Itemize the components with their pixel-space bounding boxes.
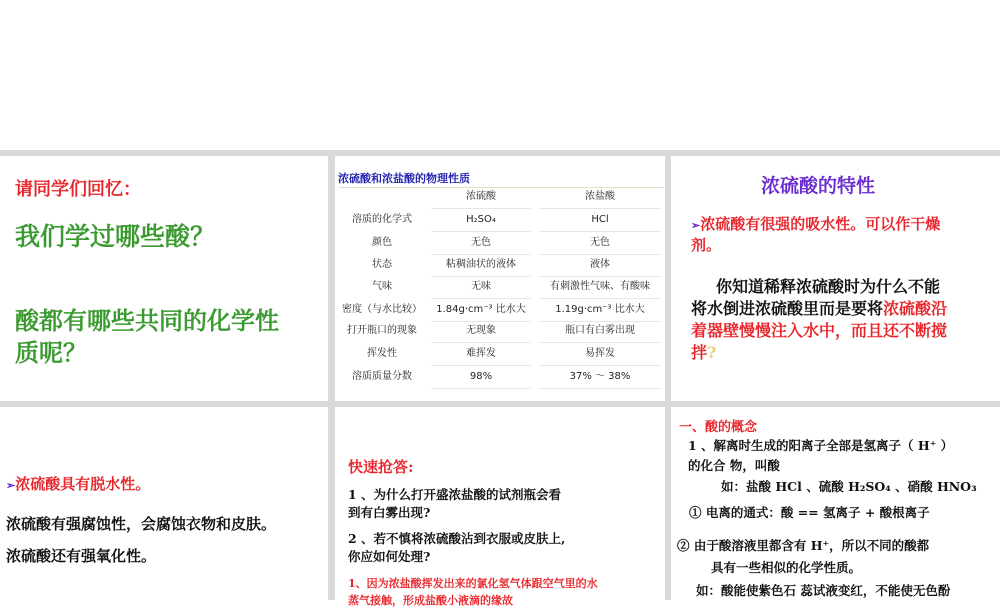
question2-line1: 2 、若不慎将浓硫酸沾到衣服或皮肤上, [348, 531, 566, 546]
slide-recall-acids[interactable] [0, 156, 328, 401]
question2-line2: 你应如何处理? [348, 549, 431, 564]
row-label: 状态 [372, 259, 392, 270]
table-row [339, 276, 661, 298]
hygroscopic-bullet-cont: 剂。 [691, 236, 722, 254]
question1-line1: 1 、为什么打开盛浓盐酸的试剂瓶会看 [348, 487, 562, 502]
row-label: 颜色 [372, 237, 392, 248]
sulfuric-value: 无色 [431, 232, 531, 255]
common-property-reason-line2: 具有一些相似的化学性质。 [711, 560, 862, 575]
sulfuric-value: 粘稠油状的液体 [431, 254, 531, 277]
dilution-question-line4 [691, 340, 716, 363]
corrosive-statement: 浓硫酸有强腐蚀性，会腐蚀衣物和皮肤。 [6, 515, 277, 533]
definition-line2: 的化合 物，叫酸 [688, 458, 780, 473]
dilution-highlight: 浓硫酸沿 [883, 299, 948, 318]
question-mark: ? [707, 343, 717, 362]
hydrochloric-value: HCl [539, 209, 661, 232]
table-row [339, 232, 661, 254]
dilution-question-line3: 着器壁慢慢注入水中，而且还不断搅 [691, 321, 948, 340]
slide-physical-properties-table[interactable] [335, 156, 665, 401]
slide-sulfuric-acid-properties[interactable] [671, 156, 1000, 401]
slide-quick-answer[interactable] [335, 407, 665, 607]
indicator-example: 如：酸能使紫色石 蕊试液变红，不能使无色酚 [696, 583, 951, 598]
answer1-line2: 蒸气接触，形成盐酸小液滴的缘故 [348, 594, 513, 607]
question1-line2: 到有白雾出现? [348, 505, 431, 520]
sulfuric-value: 无现象 [431, 320, 531, 343]
hygroscopic-bullet [691, 213, 940, 234]
table-row [339, 343, 661, 365]
sulfuric-value: 无味 [431, 276, 531, 299]
hydrochloric-value: 1.19g·cm⁻³ 比水大 [539, 299, 661, 322]
row-label: 溶质质量分数 [352, 371, 412, 382]
sulfuric-value: H₂SO₄ [431, 209, 531, 232]
sulfuric-value: 难挥发 [431, 343, 531, 366]
table-row [339, 299, 661, 321]
dilution-question-line1: 你知道稀释浓硫酸时为什么不能 [716, 277, 941, 296]
header-cell-hydrochloric: 浓盐酸 [539, 186, 661, 209]
table-title: 浓硫酸和浓盐酸的物理性质 [338, 172, 470, 185]
common-property-reason-line1: ② 由于酸溶液里都含有 H⁺，所以不同的酸都 [677, 538, 930, 553]
table-row [339, 366, 661, 388]
sulfuric-value: 1.84g·cm⁻³ 比水大 [431, 299, 531, 322]
acid-examples: 如：盐酸 HCl 、硫酸 H₂SO₄ 、硝酸 HNO₃ [721, 479, 977, 494]
bullet-text: 浓硫酸具有脱水性。 [15, 475, 151, 493]
question-common-properties-line2: 质呢？ [15, 339, 87, 367]
question-common-properties-line1: 酸都有哪些共同的化学性 [15, 307, 279, 335]
hydrochloric-value: 易挥发 [539, 343, 661, 366]
quick-answer-title: 快速抢答: [348, 458, 414, 476]
dilution-text: 将水倒进浓硫酸里而是要将 [691, 299, 884, 318]
recall-prompt: 请同学们回忆： [15, 179, 141, 200]
row-label: 密度（与水比较） [342, 304, 422, 315]
slide-acid-concept[interactable] [671, 407, 1000, 600]
table-row [339, 320, 661, 342]
concept-heading: 一、酸的概念 [679, 420, 758, 435]
hydrochloric-value: 无色 [539, 232, 661, 255]
arrow-bullet-icon: ➢ [691, 219, 701, 232]
slide-dehydration-property[interactable] [0, 407, 328, 600]
dehydration-bullet [6, 473, 150, 494]
table-row [339, 209, 661, 231]
row-label: 气味 [372, 281, 392, 292]
ionization-formula: ① 电离的通式：酸 == 氢离子 + 酸根离子 [689, 505, 930, 520]
table-row [339, 254, 661, 276]
slide-title: 浓硫酸的特性 [761, 175, 876, 197]
sulfuric-value: 98% [431, 366, 531, 389]
hydrochloric-value: 瓶口有白雾出现 [539, 320, 661, 343]
table-header-row [339, 186, 661, 208]
definition-line1: 1 、解离时生成的阳离子全部是氢离子（ H⁺ ） [688, 438, 954, 453]
row-label: 挥发性 [367, 348, 397, 359]
hydrochloric-value: 37% ～ 38% [539, 366, 661, 389]
question-which-acids: 我们学过哪些酸？ [15, 222, 216, 251]
row-label: 溶质的化学式 [352, 214, 412, 225]
hydrochloric-value: 液体 [539, 254, 661, 277]
row-label: 打开瓶口的现象 [347, 325, 417, 336]
dilution-question-line2 [691, 296, 947, 319]
bullet-text: 浓硫酸有很强的吸水性。可以作干燥 [700, 215, 941, 233]
header-cell-blank [339, 186, 425, 208]
hydrochloric-value: 有刺激性气味、有酸味 [539, 276, 661, 299]
header-cell-sulfuric: 浓硫酸 [431, 186, 531, 209]
arrow-bullet-icon: ➢ [6, 479, 16, 492]
answer1-line1: 1、因为浓盐酸挥发出来的氯化氢气体跟空气里的水 [348, 577, 598, 590]
oxidizing-statement: 浓硫酸还有强氧化性。 [6, 547, 157, 565]
dilution-highlight-end: 拌 [691, 343, 708, 362]
